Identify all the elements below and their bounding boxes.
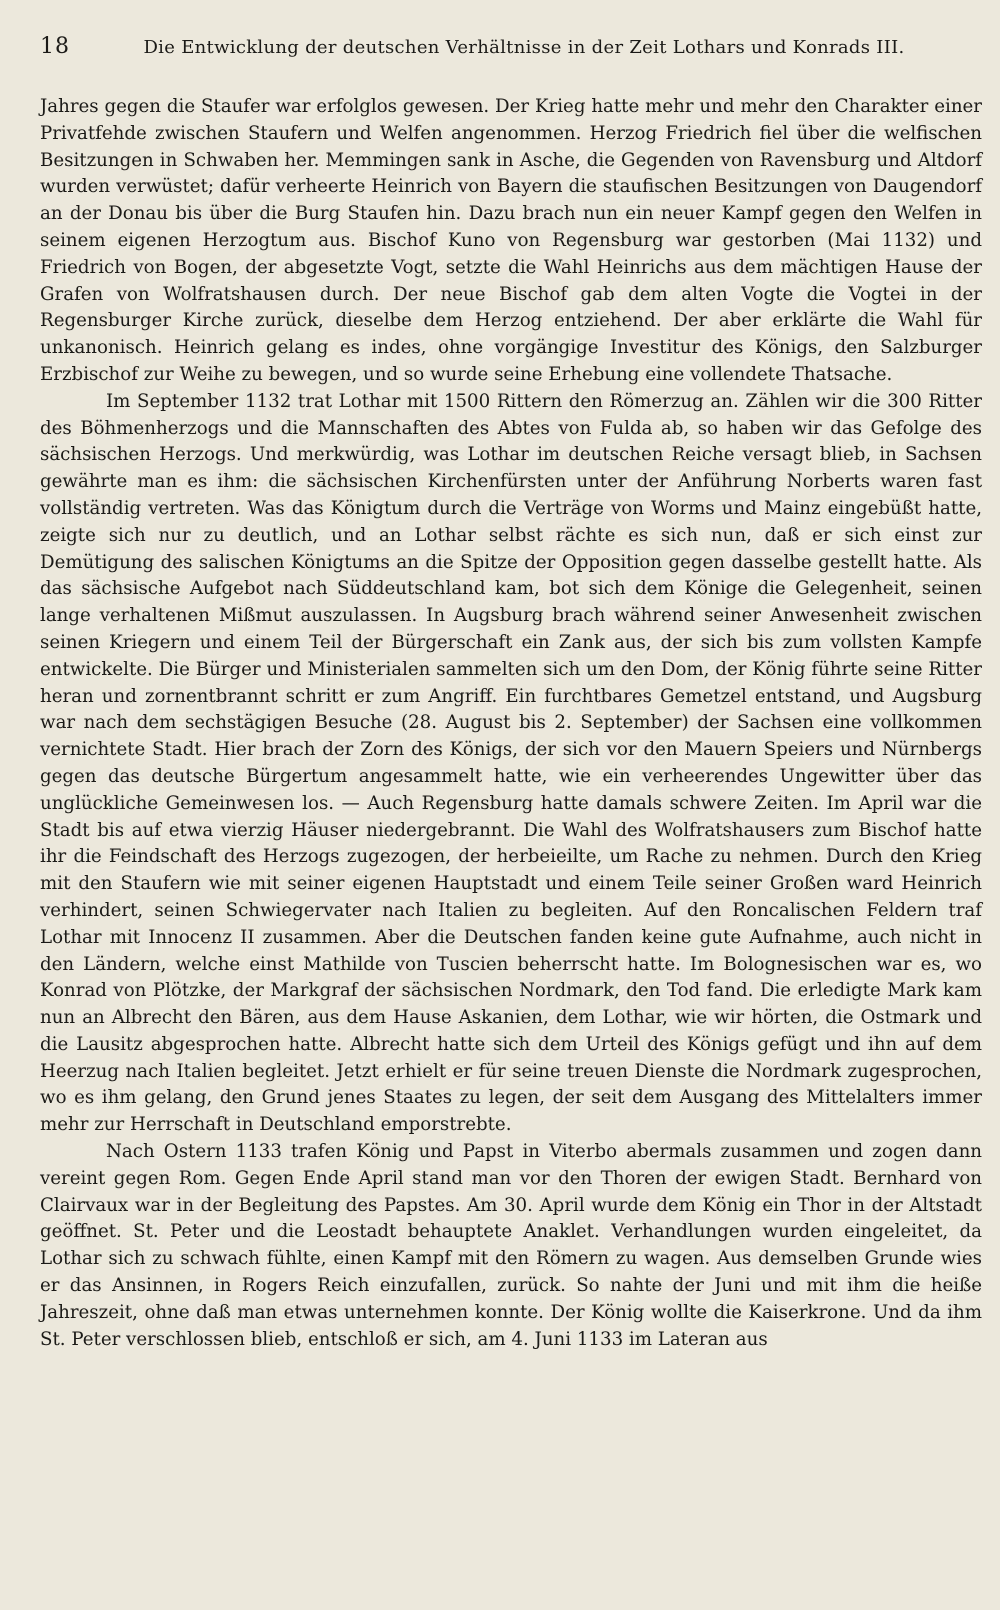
running-title: Die Entwicklung der deutschen Verhältnisse in der Zeit Lothars und Konrads III. — [143, 37, 905, 58]
body-text — [40, 94, 982, 1353]
paragraph-3: Nach Ostern 1133 trafen König und Papst in Viterbo abermals zusammen und zogen dann vereint gegen Rom. Gegen Ende April stand man vor den Thoren der ewigen Stadt. Bernhard von Clairvaux war in der Begleitung des Papstes. Am 30. April wurde dem König ein Thor in der Altstadt geöffnet. St. Peter und die Leostadt behauptete Anaklet. Verhandlungen wurden eingeleitet, da Lothar sich zu schwach fühlte, einen Kampf mit den Römern zu wagen. Aus demselben Grunde wies er das Ansinnen, in Rogers Reich einzufallen, zurück. So nahte der Juni und mit ihm die heiße Jahreszeit, ohne daß man etwas unternehmen konnte. Der König wollte die Kaiserkrone. Und da ihm St. Peter verschlossen blieb, entschloß er sich, am 4. Juni 1133 im Lateran aus — [40, 1141, 982, 1350]
paragraph-2: Im September 1132 trat Lothar mit 1500 Rittern den Römerzug an. Zählen wir die 300 Ritter des Böhmenherzogs und die Mannschaften des Abtes von Fulda ab, so haben wir das Gefolge des sächsischen Herzogs. Und merkwürdig, was Lothar im deutschen Reiche versagt blieb, in Sachsen gewährte man es ihm: die sächsischen Kirchenfürsten unter der Anführung Norberts waren fast vollständig vertreten. Was das Königtum durch die Verträge von Worms und Mainz eingebüßt hatte, zeigte sich nur zu deutlich, und an Lothar selbst rächte es sich nun, daß er sich einst zur Demütigung des salischen Königtums an die Spitze der Opposition gegen dasselbe gestellt hatte. Als das sächsische Aufgebot nach Süddeutschland kam, bot sich dem Könige die Gelegenheit, seinen lange verhaltenen Mißmut auszulassen. In Augsburg brach während seiner Anwesenheit zwischen seinen Kriegern und einem Teil der Bürgerschaft ein Zank aus, der sich bis zum vollsten Kampfe entwickelte. Die Bürger und Ministerialen sammelten sich um den Dom, der König führte seine Ritter heran und zornentbrannt schritt er zum Angriff. Ein furchtbares Gemetzel entstand, und Augsburg war nach dem sechstägigen Besuche (28. August bis 2. September) der Sachsen eine vollkommen vernichtete Stadt. Hier brach der Zorn des Königs, der sich vor den Mauern Speiers und Nürnbergs gegen das deutsche Bürgertum angesammelt hatte, wie ein verheerendes Ungewitter über das unglückliche Gemeinwesen los. — Auch Regensburg hatte damals schwere Zeiten. Im April war die Stadt bis auf etwa vierzig Häuser niedergebrannt. Die Wahl des Wolfratshausers zum Bischof hatte ihr die Feindschaft des Herzogs zugezogen, der herbeieilte, um Rache zu nehmen. Durch den Krieg mit den Staufern wie mit seiner eigenen Hauptstadt und einem Teile seiner Großen ward Heinrich verhindert, seinen Schwiegervater nach Italien zu begleiten. Auf den Roncalischen Feldern traf Lothar mit Innocenz II zusammen. Aber die Deutschen fanden keine gute Aufnahme, auch nicht in den Ländern, welche einst Mathilde von Tuscien beherrscht hatte. Im Bolognesischen war es, wo Konrad von Plötzke, der Markgraf der sächsischen Nordmark, den Tod fand. Die erledigte Mark kam nun an Albrecht den Bären, aus dem Hause Askanien, dem Lothar, wie wir hörten, die Ostmark und die Lausitz abgesprochen hatte. Albrecht hatte sich dem Urteil des Königs gefügt und ihn auf dem Heerzug nach Italien begleitet. Jetzt erhielt er für seine treuen Dienste die Nordmark zugesprochen, wo es ihm gelang, den Grund jenes Staates zu legen, der seit dem Ausgang des Mittelalters immer mehr zur Herrschaft in Deutschland emporstrebte. — [40, 390, 982, 1136]
paragraph-1: Jahres gegen die Staufer war erfolglos gewesen. Der Krieg hatte mehr und mehr den Charakter einer Privatfehde zwischen Staufern und Welfen angenommen. Herzog Friedrich fiel über die welfischen Besitzungen in Schwaben her. Memmingen sank in Asche, die Gegenden von Ravensburg und Altdorf wurden verwüstet; dafür verheerte Heinrich von Bayern die staufischen Besitzungen von Daugendorf an der Donau bis über die Burg Staufen hin. Dazu brach nun ein neuer Kampf gegen den Welfen in seinem eigenen Herzogtum aus. Bischof Kuno von Regensburg war gestorben (Mai 1132) und Friedrich von Bogen, der abgesetzte Vogt, setzte die Wahl Heinrichs aus dem mächtigen Hause der Grafen von Wolfratshausen durch. Der neue Bischof gab dem alten Vogte die Vogtei in der Regensburger Kirche zurück, dieselbe dem Herzog entziehend. Der aber erklärte die Wahl für unkanonisch. Heinrich gelang es indes, ohne vorgängige Investitur des Königs, den Salzburger Erzbischof zur Weihe zu bewegen, und so wurde seine Erhebung eine vollendete Thatsache. — [40, 96, 982, 385]
page-number: 18 — [40, 34, 70, 59]
book-page — [40, 34, 982, 1594]
running-head — [40, 34, 982, 74]
